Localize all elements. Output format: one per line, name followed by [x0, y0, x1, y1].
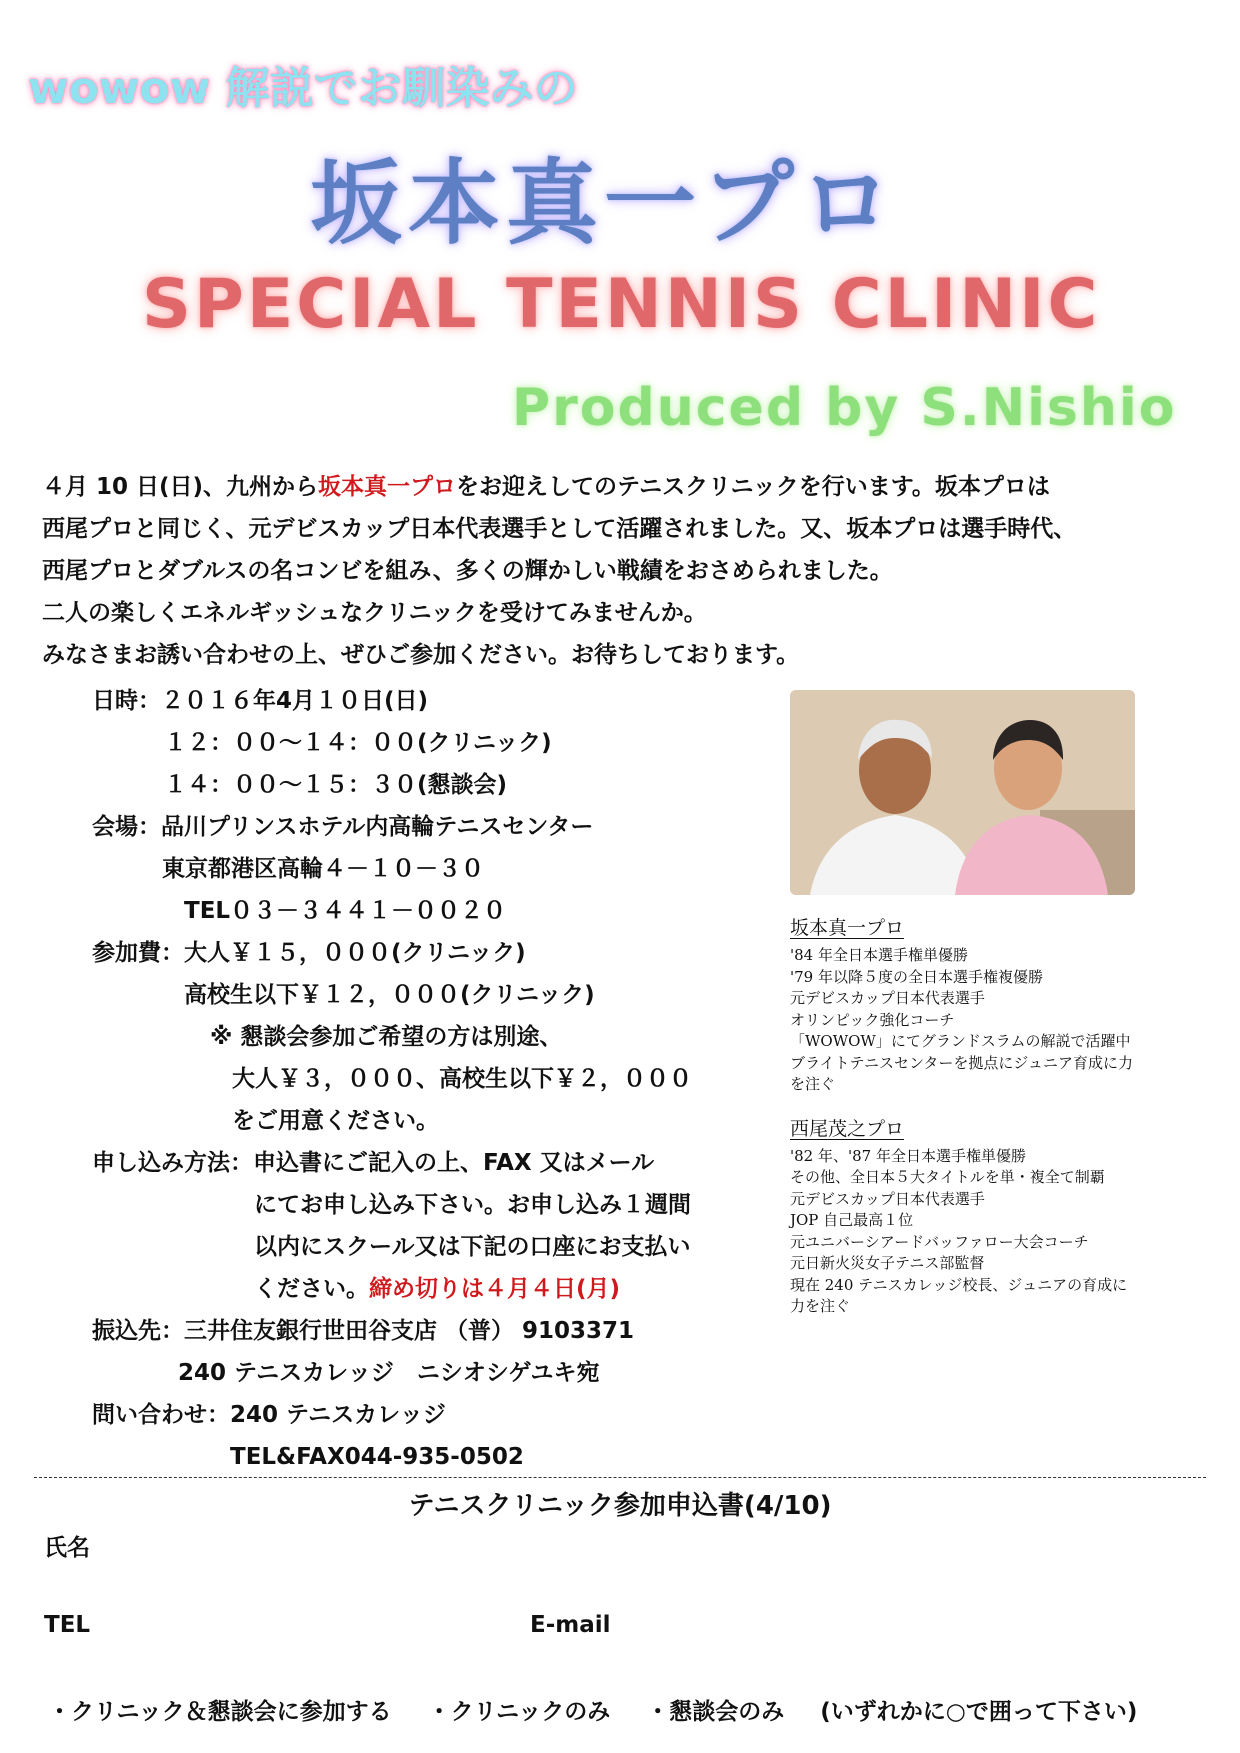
social-note-3: をご用意ください。	[232, 1108, 439, 1134]
apply-method-4	[92, 1268, 732, 1310]
option-social-only[interactable]: ・懇談会のみ	[646, 1699, 785, 1725]
apply-method-2: にてお申し込み下さい。お申し込み１週間	[254, 1192, 691, 1218]
profile-sakamoto-line: を注ぐ	[790, 1075, 836, 1093]
intro-line-3: 西尾プロとダブルスの名コンビを組み、多くの輝かしい戦績をおさめられました。	[42, 558, 893, 584]
social-note-2: 大人￥３，０００、高校生以下￥２，０００	[232, 1066, 692, 1092]
profile-nishio-line: その他、全日本５大タイトルを単・複全て制覇	[790, 1168, 1105, 1186]
profile-sakamoto-line: '84 年全日本選手権単優勝	[790, 946, 968, 964]
intro-line-5: みなさまお誘い合わせの上、ぜひご参加ください。お待ちしております。	[42, 642, 800, 668]
fee-adult: 参加費：大人￥１５，０００(クリニック)	[92, 940, 526, 966]
profile-sakamoto-line: オリンピック強化コーチ	[790, 1010, 955, 1029]
profile-nishio-line: 現在 240 テニスカレッジ校長、ジュニアの育成に	[790, 1275, 1128, 1294]
intro-highlight-name: 坂本真一プロ	[318, 474, 457, 500]
profile-nishio-name: 西尾茂之プロ	[790, 1117, 905, 1140]
contact-tel-fax: TEL&FAX044-935-0502	[230, 1444, 524, 1470]
profile-nishio-line: '82 年、'87 年全日本選手権単優勝	[790, 1146, 1026, 1165]
event-time-clinic: １２：００～１４：００(クリニック)	[164, 730, 552, 756]
email-field-label: E-mail	[530, 1612, 611, 1638]
participation-options	[48, 1693, 1165, 1726]
name-field-label: 氏名	[44, 1535, 90, 1561]
profile-sakamoto-line: 「WOWOW」にてグランドスラムの解説で活躍中	[790, 1032, 1131, 1050]
event-time-social: １４：００～１５：３０(懇談会)	[164, 772, 508, 798]
venue-tel: TEL０３－３４４１－００２０	[184, 898, 507, 924]
tel-field-label: TEL	[44, 1612, 91, 1638]
profile-sakamoto	[790, 915, 1190, 1096]
profile-sakamoto-line: 元デビスカップ日本代表選手	[790, 989, 985, 1007]
deadline: 締め切りは４月４日(月)	[369, 1276, 621, 1302]
social-note-1: ※ 懇談会参加ご希望の方は別途、	[210, 1024, 563, 1050]
event-date: 日時：２０１６年4月１０日(日)	[92, 688, 429, 714]
tagline: wowow 解説でお馴染みの	[28, 63, 578, 114]
option-instructions: (いずれかに○で囲って下さい)	[820, 1699, 1138, 1725]
form-title: テニスクリニック参加申込書(4/10)	[408, 1491, 832, 1521]
intro-line-1	[42, 466, 1202, 508]
profile-nishio-line: 元ユニバーシアードバッファロー大会コーチ	[790, 1232, 1089, 1251]
apply-method-3: 以内にスクール又は下記の口座にお支払い	[254, 1234, 691, 1260]
profile-nishio-line: 力を注ぐ	[790, 1297, 851, 1315]
option-clinic-and-social[interactable]: ・クリニック＆懇談会に参加する	[48, 1699, 392, 1725]
cut-line-divider	[34, 1477, 1206, 1478]
profile-nishio	[790, 1116, 1190, 1318]
apply-method-1: 申し込み方法：申込書にご記入の上、FAX 又はメール	[92, 1150, 655, 1176]
bank-account: 振込先：三井住友銀行世田谷支店 （普） 9103371	[92, 1318, 635, 1344]
profile-nishio-line: 元デビスカップ日本代表選手	[790, 1189, 985, 1208]
producer-credit: Produced by S.Nishio	[512, 378, 1177, 438]
profile-nishio-line: 元日新火災女子テニス部監督	[790, 1254, 985, 1272]
pros-photo	[790, 690, 1135, 895]
main-title: 坂本真一プロ	[310, 150, 899, 257]
intro-line-1-pre: ４月 10 日(日)、九州から	[42, 474, 319, 500]
contact: 問い合わせ：240 テニスカレッジ	[92, 1402, 446, 1428]
option-clinic-only[interactable]: ・クリニックのみ	[427, 1699, 611, 1725]
intro-line-4: 二人の楽しくエネルギッシュなクリニックを受けてみませんか。	[42, 600, 707, 626]
fee-student: 高校生以下￥１２，０００(クリニック)	[184, 982, 595, 1008]
profile-sakamoto-line: ブライトテニスセンターを拠点にジュニア育成に力	[790, 1053, 1134, 1072]
bank-payee: 240 テニスカレッジ ニシオシゲユキ宛	[178, 1360, 600, 1386]
profile-sakamoto-name: 坂本真一プロ	[790, 917, 905, 939]
profiles	[790, 915, 1190, 1318]
profile-sakamoto-line: '79 年以降５度の全日本選手権複優勝	[790, 967, 1043, 986]
pros-photo-illustration	[790, 690, 1135, 895]
intro-text	[42, 466, 1202, 676]
apply-method-4-text: ください。	[254, 1276, 369, 1302]
intro-line-1-post: をお迎えしてのテニスクリニックを行います。坂本プロは	[456, 474, 1050, 500]
profile-nishio-line: JOP 自己最高１位	[790, 1211, 914, 1229]
event-address: 東京都港区高輪４－１０－３０	[162, 856, 484, 882]
event-venue: 会場：品川プリンスホテル内高輪テニスセンター	[92, 814, 594, 840]
intro-line-2: 西尾プロと同じく、元デビスカップ日本代表選手として活躍されました。又、坂本プロは選手時代、	[42, 516, 1077, 542]
subtitle: SPECIAL TENNIS CLINIC	[142, 265, 1101, 344]
event-details	[92, 680, 732, 1478]
